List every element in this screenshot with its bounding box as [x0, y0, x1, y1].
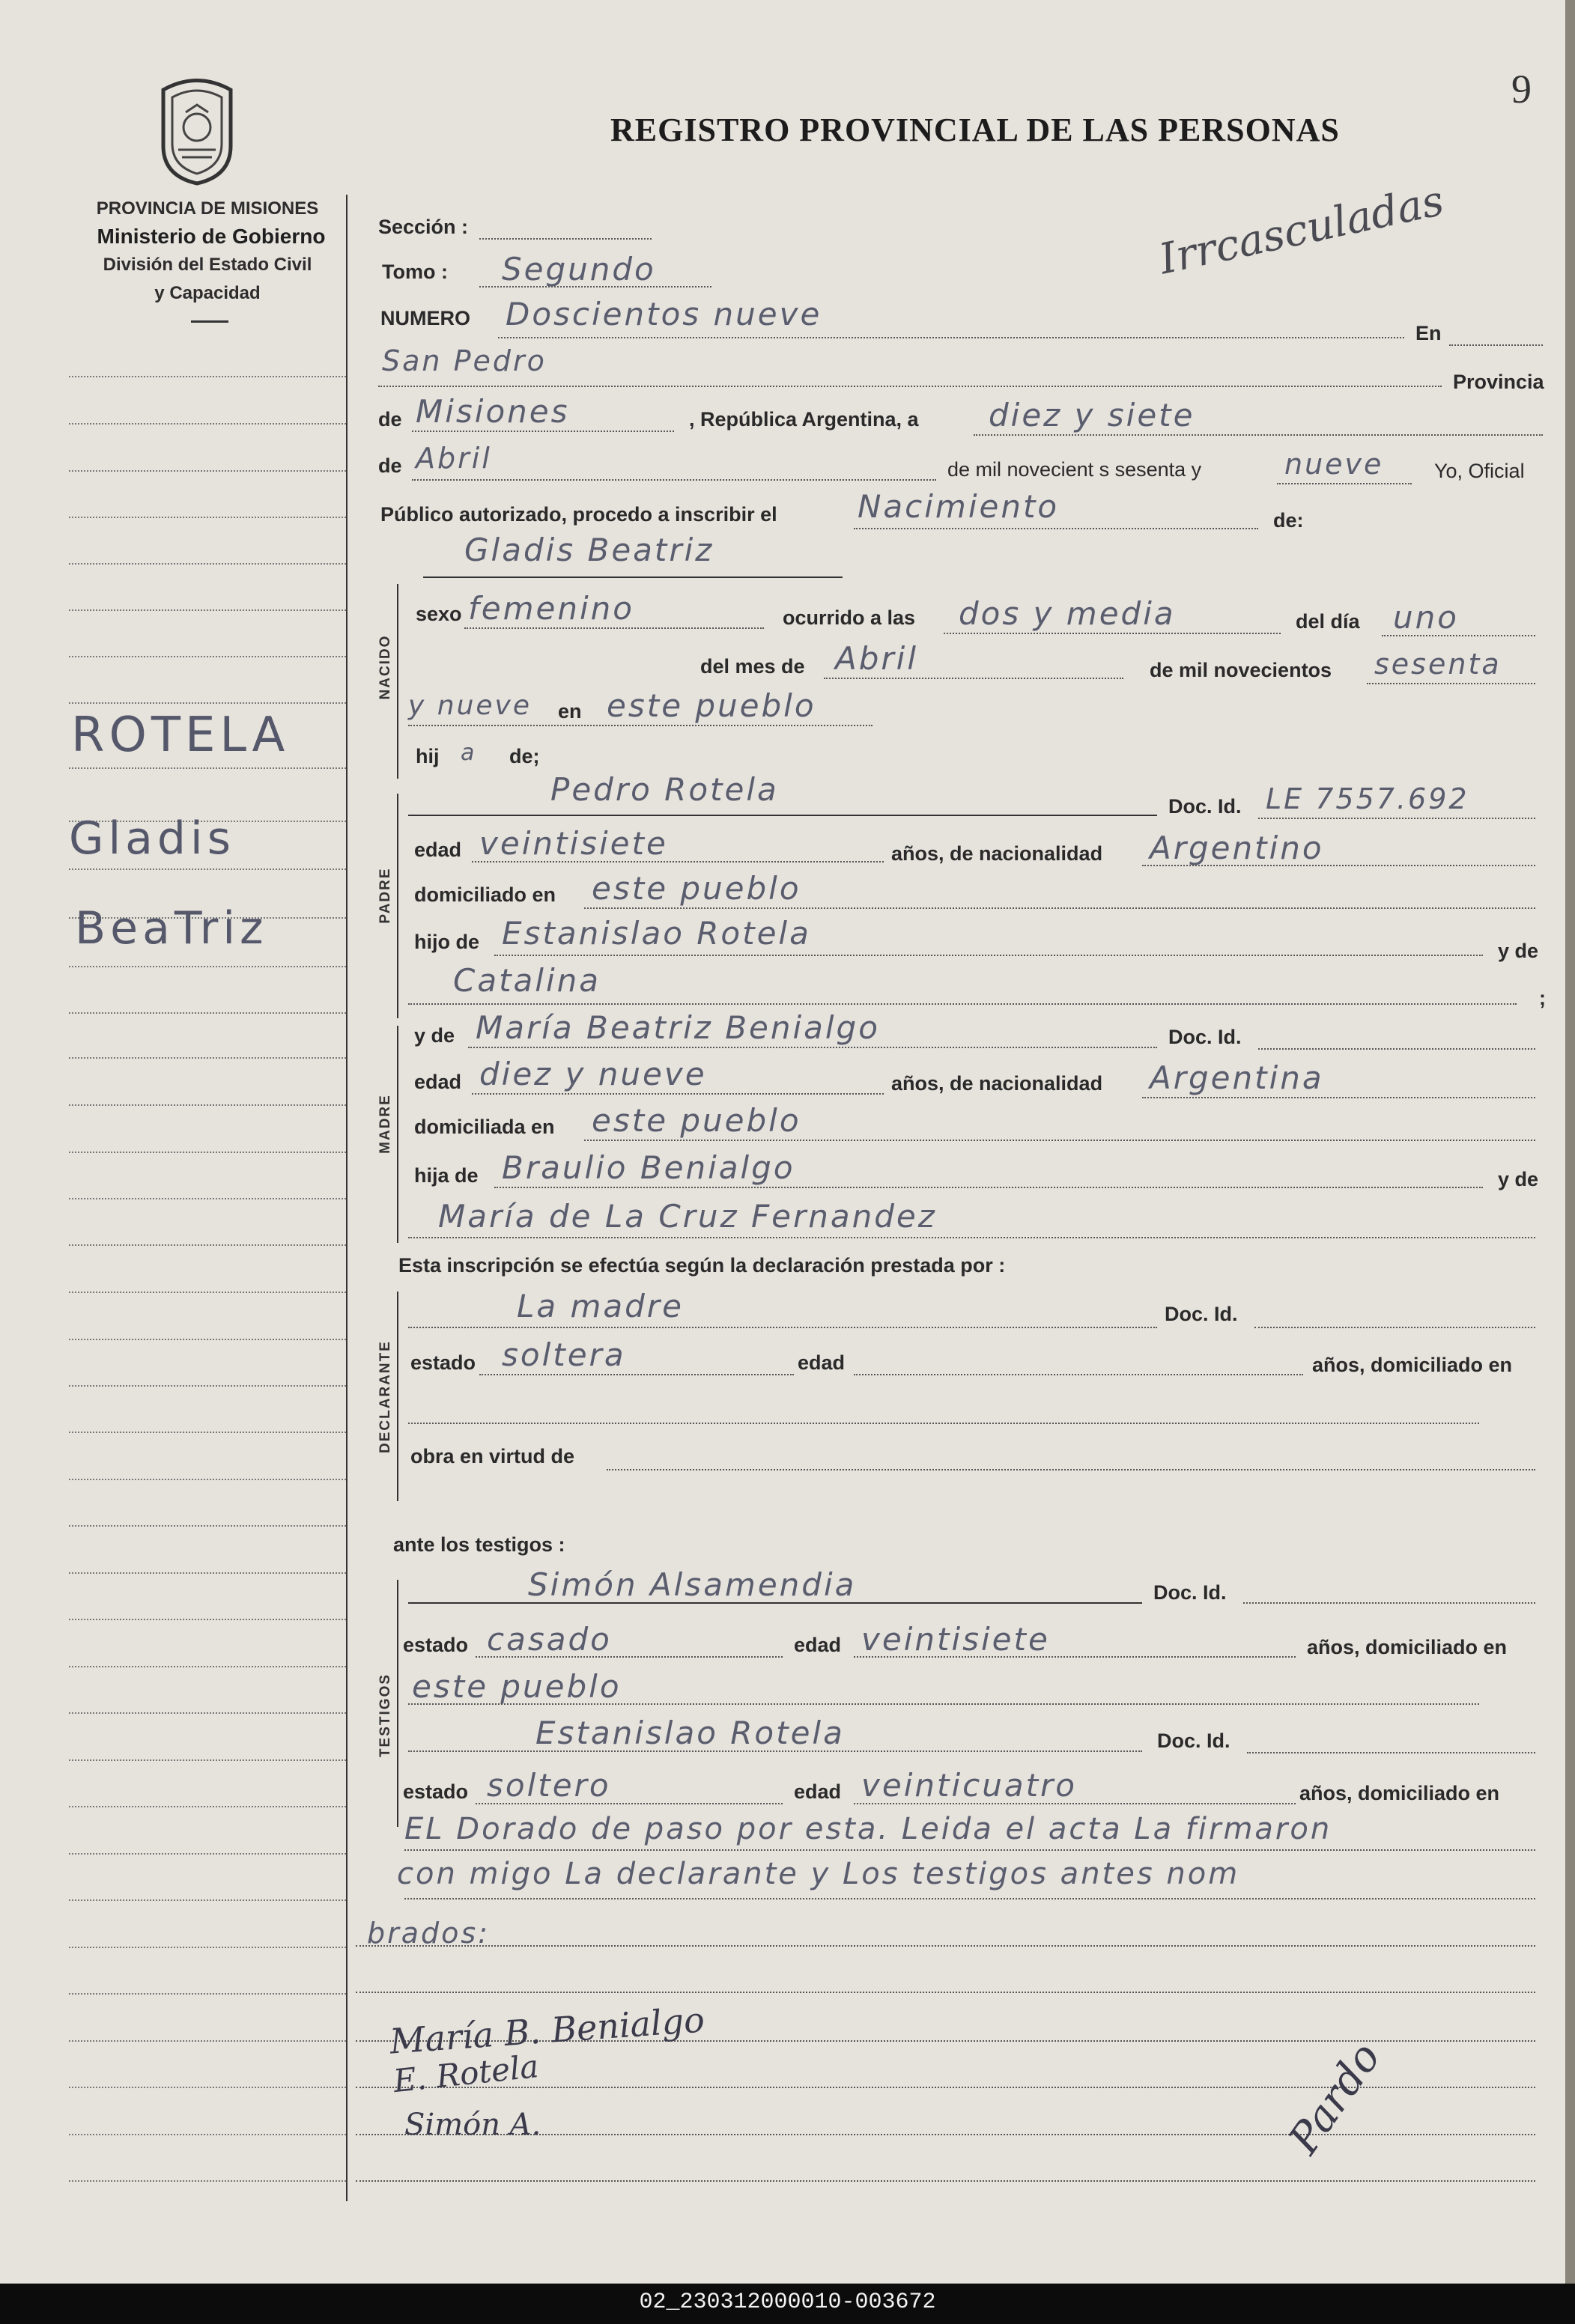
value-lugar: San Pedro: [382, 344, 547, 377]
value-fecha-mes: Abril: [416, 442, 492, 475]
label-declarante-estado: estado: [410, 1351, 476, 1374]
value-hora: dos y media: [959, 595, 1176, 632]
label-padre-hijo-de: hijo de: [414, 931, 479, 953]
value-dia: uno: [1393, 599, 1459, 636]
label-de-semicolon: de;: [509, 745, 540, 767]
label-madre-hija-de: hija de: [414, 1164, 479, 1187]
label-testigo2-doc: Doc. Id.: [1157, 1730, 1230, 1752]
label-mil-novecientos: de mil novecientos: [1150, 659, 1332, 681]
header-underline: [191, 320, 228, 323]
side-label-nacido: NACIDO: [377, 634, 393, 700]
signature-oficial: Pardo: [1279, 2034, 1391, 2163]
value-nombre: Gladis Beatriz: [464, 532, 714, 568]
value-hij-suffix: a: [461, 740, 477, 766]
value-anio-2: y nueve: [408, 690, 532, 721]
label-testigo1-edad: edad: [794, 1634, 842, 1656]
label-seccion: Sección :: [378, 216, 469, 238]
side-label-testigos: TESTIGOS: [377, 1673, 393, 1758]
main-vertical-border: [346, 195, 348, 2201]
margin-given-name-1: Gladis: [69, 812, 235, 865]
value-numero: Doscientos nueve: [506, 296, 822, 332]
label-del-dia: del día: [1296, 610, 1360, 633]
label-de-2: de: [378, 454, 402, 477]
label-republica: , República Argentina, a: [689, 408, 919, 431]
label-padre-dom: domiciliado en: [414, 883, 556, 906]
signature-madre: María B. Benialgo: [388, 1999, 706, 2062]
value-testigo2: Estanislao Rotela: [535, 1715, 845, 1751]
label-testigos: ante los testigos :: [393, 1533, 565, 1556]
label-madre-y-de: y de: [414, 1024, 455, 1047]
page-title: REGISTRO PROVINCIAL DE LAS PERSONAS: [610, 112, 1340, 148]
value-sexo: femenino: [468, 590, 634, 627]
label-sexo: sexo: [416, 603, 462, 625]
label-declarante-edad: edad: [798, 1351, 846, 1374]
value-testigo1-estado: casado: [487, 1621, 612, 1658]
page-number: 9: [1511, 67, 1532, 112]
label-testigo1-anos: años, domiciliado en: [1307, 1636, 1508, 1658]
signature-testigo-2: E. Rotela: [391, 2047, 541, 2100]
coat-of-arms-seal: [156, 75, 238, 187]
label-testigo1-estado: estado: [403, 1634, 469, 1656]
label-madre-dom: domiciliada en: [414, 1116, 555, 1138]
side-label-declarante: DECLARANTE: [377, 1340, 393, 1453]
label-madre-nac: años, de nacionalidad: [891, 1072, 1103, 1095]
label-testigo1-doc: Doc. Id.: [1153, 1581, 1227, 1604]
margin-surname: ROTELA: [71, 708, 290, 763]
label-padre-doc: Doc. Id.: [1168, 795, 1242, 818]
label-declarante-doc: Doc. Id.: [1165, 1303, 1238, 1325]
label-de-colon: de:: [1273, 509, 1304, 532]
stamp-signature: Irrcasculadas: [1155, 176, 1448, 285]
header-division: División del Estado Civil: [103, 255, 312, 275]
value-madre: María Beatriz Benialgo: [476, 1009, 880, 1046]
value-madre-nac: Argentina: [1150, 1059, 1324, 1096]
notes-line-1: EL Dorado de paso por esta. Leida el acta La firmaron: [404, 1812, 1332, 1846]
header-ministry: Ministerio de Gobierno: [97, 225, 326, 248]
value-anio: sesenta: [1374, 648, 1502, 681]
label-madre-edad: edad: [414, 1071, 462, 1093]
value-acto: Nacimiento: [858, 488, 1060, 525]
value-padre-edad: veintisiete: [479, 825, 668, 862]
value-padre-dom: este pueblo: [592, 870, 801, 907]
notes-line-3: brados:: [367, 1917, 491, 1950]
value-madre-edad: diez y nueve: [479, 1056, 707, 1092]
value-provincia: Misiones: [416, 393, 570, 430]
label-ocurrido: ocurrido a las: [783, 606, 916, 629]
value-tomo: Segundo: [502, 251, 656, 288]
side-label-padre: PADRE: [377, 867, 393, 924]
label-padre-nac: años, de nacionalidad: [891, 842, 1103, 865]
header-province: PROVINCIA DE MISIONES: [96, 198, 319, 219]
value-padre-hijo-de: Estanislao Rotela: [502, 915, 811, 952]
label-tomo: Tomo :: [382, 261, 448, 283]
value-testigo2-estado: soltero: [487, 1767, 611, 1804]
header-capacidad: y Capacidad: [154, 283, 261, 303]
label-numero: NUMERO: [380, 307, 470, 329]
label-de-mil: de mil novecient s sesenta y: [947, 458, 1202, 481]
label-testigo2-edad: edad: [794, 1780, 842, 1803]
signature-testigo-1: Simón A.: [404, 2108, 541, 2142]
value-madre-hija-de: Braulio Benialgo: [502, 1149, 795, 1186]
value-testigo2-edad: veinticuatro: [861, 1767, 1077, 1804]
label-padre-edad: edad: [414, 839, 462, 861]
value-madre-dom: este pueblo: [592, 1102, 801, 1139]
value-testigo1-edad: veintisiete: [861, 1621, 1050, 1658]
label-testigo2-estado: estado: [403, 1780, 469, 1803]
value-mes: Abril: [835, 640, 918, 677]
value-fecha-anio: nueve: [1284, 448, 1384, 481]
label-del-mes: del mes de: [700, 655, 805, 678]
value-testigo1: Simón Alsamendia: [528, 1566, 857, 1603]
value-declarante: La madre: [517, 1288, 684, 1324]
label-declarante-anos: años, domiciliado en: [1312, 1354, 1513, 1376]
label-declaracion: Esta inscripción se efectúa según la declaración prestada por :: [398, 1254, 1006, 1277]
side-label-madre: MADRE: [377, 1094, 393, 1154]
label-y-de-1: y de: [1498, 940, 1539, 962]
value-lugar-nac: este pueblo: [607, 687, 816, 724]
label-obra: obra en virtud de: [410, 1445, 575, 1467]
value-fecha-dia: diez y siete: [989, 397, 1195, 434]
label-madre-doc: Doc. Id.: [1168, 1026, 1242, 1048]
value-padre: Pedro Rotela: [550, 771, 779, 808]
value-madre-madre: María de La Cruz Fernandez: [438, 1198, 937, 1235]
label-testigo2-anos: años, domiciliado en: [1299, 1782, 1500, 1804]
value-padre-madre: Catalina: [453, 962, 601, 999]
footer-filename: 02_230312000010-003672: [639, 2290, 936, 2315]
label-hij: hij: [416, 745, 440, 767]
label-provincia: Provincia: [1453, 371, 1544, 393]
margin-given-name-2: BeaTriz: [75, 902, 268, 955]
value-testigo1-dom: este pueblo: [412, 1668, 622, 1705]
label-semicolon: ;: [1539, 987, 1546, 1009]
label-de: de: [378, 408, 402, 431]
label-en-lc: en: [558, 700, 582, 723]
value-padre-doc: LE 7557.692: [1266, 782, 1469, 815]
value-declarante-estado: soltera: [502, 1336, 626, 1373]
label-yo-oficial: Yo, Oficial: [1434, 460, 1525, 482]
label-en: En: [1415, 322, 1442, 344]
label-y-de-2: y de: [1498, 1168, 1539, 1190]
notes-line-2: con migo La declarante y Los testigos antes nom: [397, 1857, 1240, 1891]
label-publico: Público autorizado, procedo a inscribir el: [380, 503, 777, 526]
value-padre-nac: Argentino: [1150, 830, 1324, 866]
